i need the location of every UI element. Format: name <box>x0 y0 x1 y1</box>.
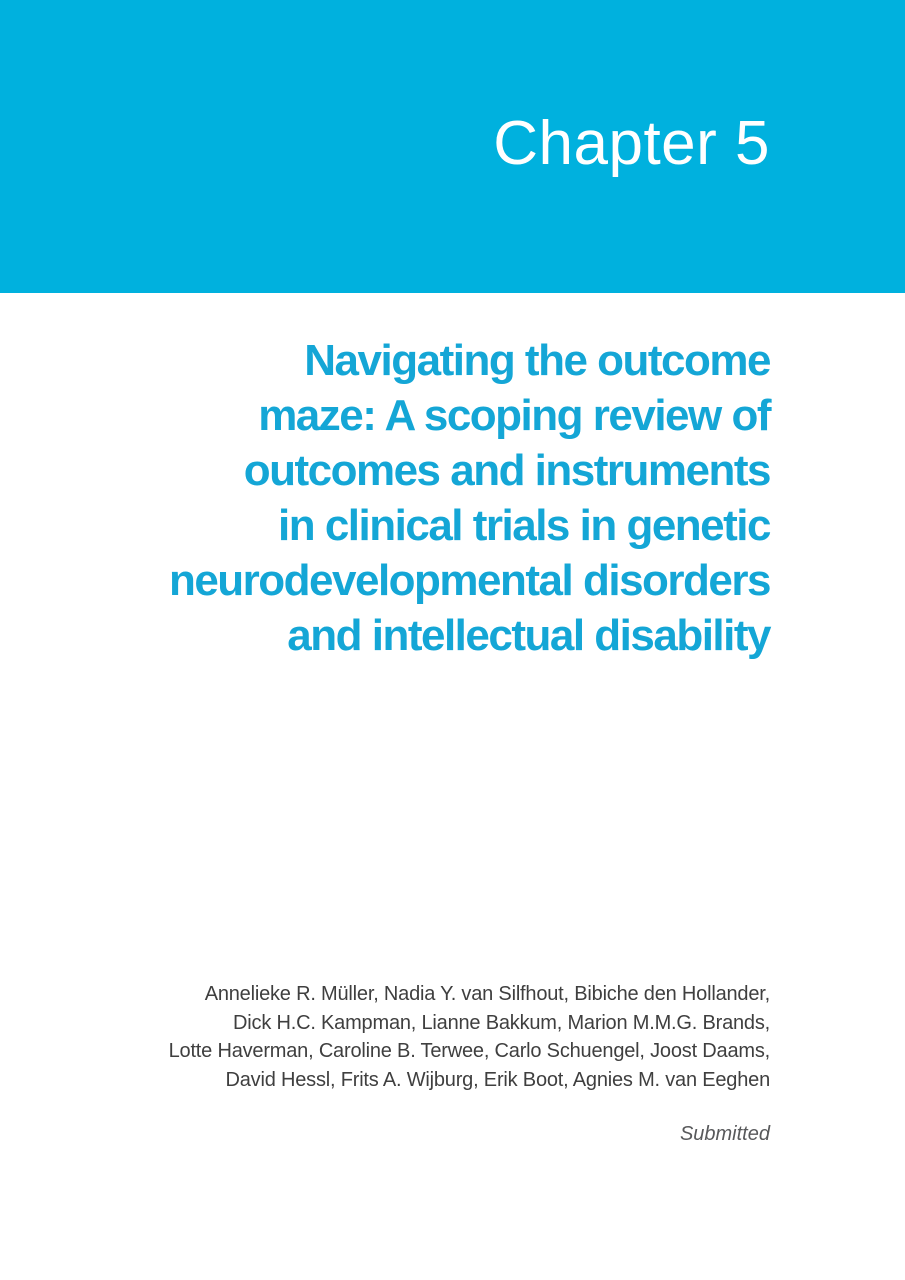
chapter-title-line: in clinical trials in genetic <box>278 501 770 550</box>
chapter-title-line: and intellectual disability <box>287 611 770 660</box>
chapter-banner <box>0 0 905 293</box>
author-list <box>50 980 770 1094</box>
chapter-title <box>50 333 770 663</box>
author-line: Lotte Haverman, Caroline B. Terwee, Carlo Schuengel, Joost Daams, <box>168 1040 770 1062</box>
chapter-title-line: neurodevelopmental disorders <box>168 556 770 605</box>
chapter-title-line: outcomes and instruments <box>243 446 770 495</box>
author-line: Dick H.C. Kampman, Lianne Bakkum, Marion M.M.G. Brands, <box>233 1011 770 1034</box>
author-line: David Hessl, Frits A. Wijburg, Erik Boot, Agnies M. van Eeghen <box>225 1068 770 1091</box>
submission-status: Submitted <box>679 1123 770 1145</box>
chapter-heading: Chapter 5 <box>493 109 770 178</box>
chapter-title-line: Navigating the outcome <box>304 336 770 385</box>
author-line: Annelieke R. Müller, Nadia Y. van Silfhout, Bibiche den Hollander, <box>204 983 770 1005</box>
chapter-title-line: maze: A scoping review of <box>258 391 770 440</box>
